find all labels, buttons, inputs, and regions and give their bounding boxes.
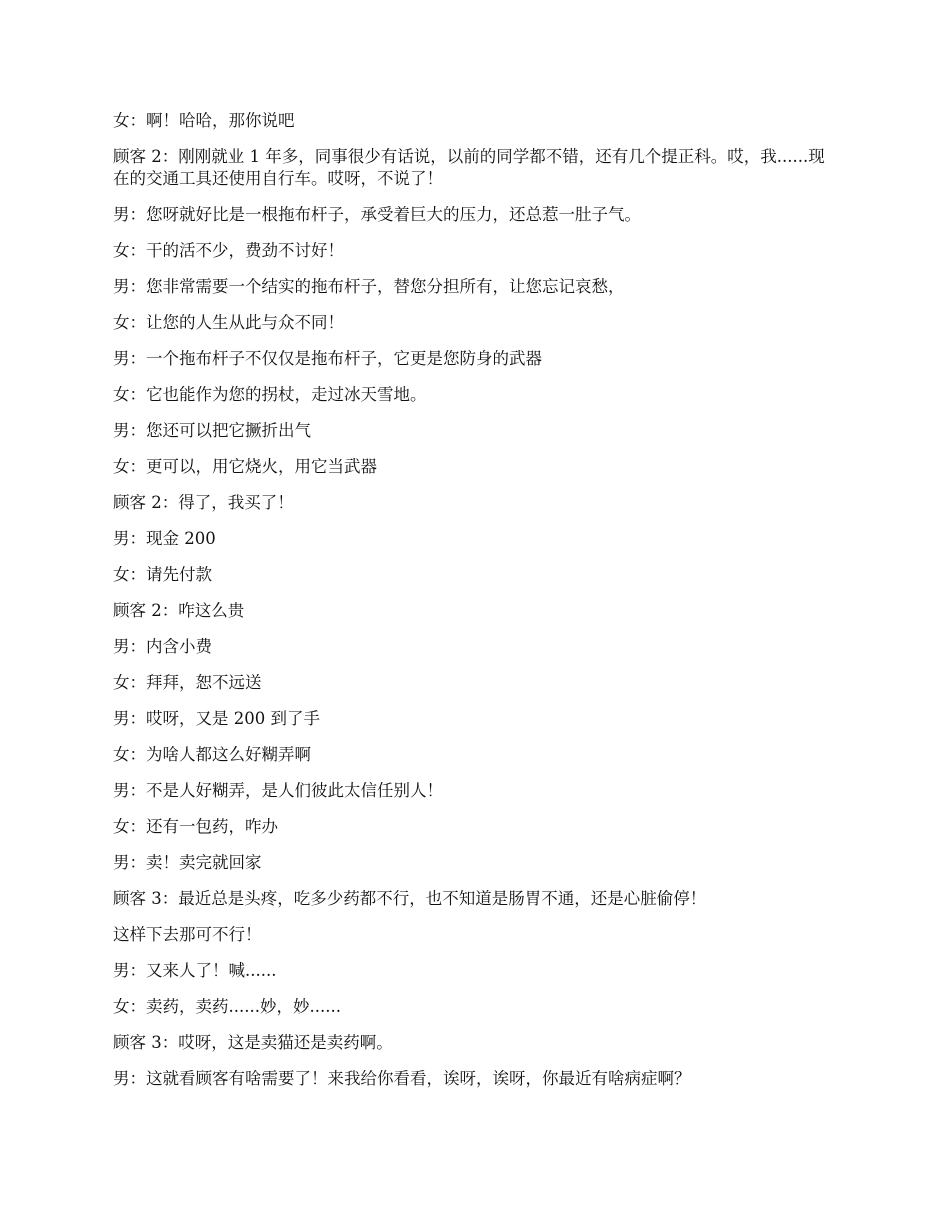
paragraph: 女：卖药，卖药......妙，妙...... bbox=[113, 997, 341, 1016]
paragraph: 男：又来人了！喊...... bbox=[113, 961, 277, 980]
paragraph: 女：干的活不少，费劲不讨好！ bbox=[113, 241, 344, 260]
paragraph: 男：现金 200 bbox=[113, 529, 216, 548]
paragraph: 男：这就看顾客有啥需要了！来我给你看看，诶呀，诶呀，你最近有啥病症啊？ bbox=[113, 1069, 691, 1088]
paragraph: 男：不是人好糊弄，是人们彼此太信任别人！ bbox=[113, 781, 443, 800]
paragraph: 女：为啥人都这么好糊弄啊 bbox=[113, 745, 311, 764]
document-body bbox=[113, 110, 838, 1104]
paragraph: 男：哎呀，又是 200 到了手 bbox=[113, 709, 320, 728]
paragraph: 男：您还可以把它撅折出气 bbox=[113, 421, 311, 440]
paragraph: 顾客 2：咋这么贵 bbox=[113, 601, 245, 620]
paragraph: 男：一个拖布杆子不仅仅是拖布杆子，它更是您防身的武器 bbox=[113, 349, 542, 368]
paragraph: 女：更可以，用它烧火，用它当武器 bbox=[113, 457, 377, 476]
paragraph: 男：您非常需要一个结实的拖布杆子，替您分担所有，让您忘记哀愁， bbox=[113, 277, 625, 296]
paragraph: 男：内含小费 bbox=[113, 637, 212, 656]
paragraph: 男：您呀就好比是一根拖布杆子，承受着巨大的压力，还总惹一肚子气。 bbox=[113, 205, 641, 224]
paragraph: 顾客 2：得了，我买了！ bbox=[113, 493, 294, 512]
paragraph: 女：让您的人生从此与众不同！ bbox=[113, 313, 344, 332]
paragraph: 男：卖！卖完就回家 bbox=[113, 853, 262, 872]
paragraph: 女：它也能作为您的拐杖，走过冰天雪地。 bbox=[113, 385, 427, 404]
paragraph: 女：请先付款 bbox=[113, 565, 212, 584]
paragraph: 女：拜拜，恕不远送 bbox=[113, 673, 262, 692]
paragraph: 顾客 2：刚刚就业 1 年多，同事很少有话说，以前的同学都不错，还有几个提正科。哎，我......现在的交通工具还使用自行车。哎呀，不说了！ bbox=[113, 147, 825, 188]
paragraph: 顾客 3：最近总是头疼，吃多少药都不行，也不知道是肠胃不通，还是心脏偷停！ bbox=[113, 889, 707, 908]
paragraph: 女：啊！哈哈，那你说吧 bbox=[113, 111, 295, 130]
paragraph: 女：还有一包药，咋办 bbox=[113, 817, 278, 836]
paragraph: 顾客 3：哎呀，这是卖猫还是卖药啊。 bbox=[113, 1033, 393, 1052]
paragraph: 这样下去那可不行！ bbox=[113, 925, 262, 944]
